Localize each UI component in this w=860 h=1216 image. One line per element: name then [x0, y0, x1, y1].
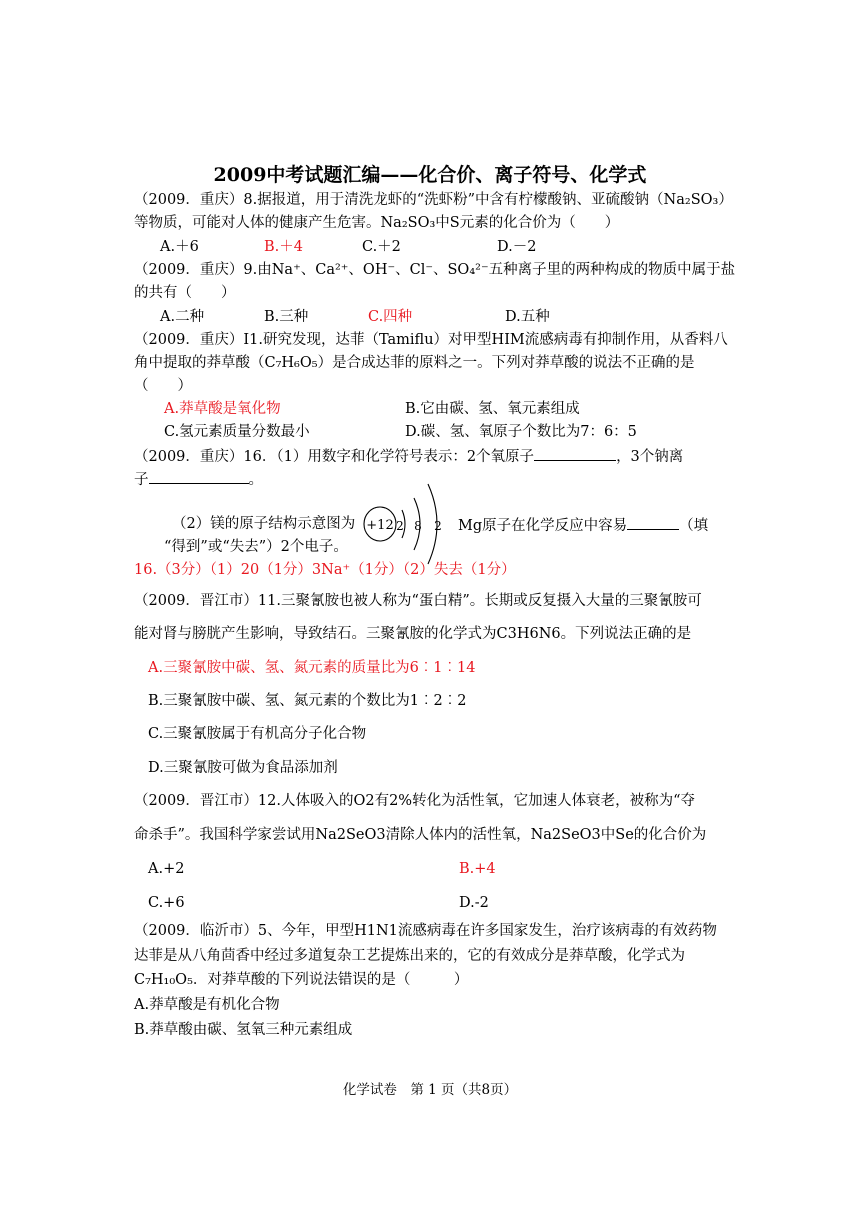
q6-option-d: D.-2	[459, 895, 489, 911]
q3-option-b: B.它由碳、氢、氧元素组成	[405, 401, 580, 417]
q3-stem-line2: 角中提取的莽草酸（C₇H₆O₅）是合成达菲的原料之一。下列对莽草酸的说法不正确的是	[134, 355, 695, 371]
q5-stem-line2: 能对肾与膀胱产生影响，导致结石。三聚氰胺的化学式为C3H6N6。下列说法正确的是	[134, 626, 692, 642]
page-title: 2009中考试题汇编——化合价、离子符号、化学式	[213, 164, 647, 186]
q3-stem-line3: （ ）	[134, 378, 192, 394]
q3-stem-line1: （2009．重庆）I1.研究发现，达菲（Tamiflu）对甲型HIM流感病毒有抑制作用，从香料八	[134, 332, 728, 348]
q4-answer: 16.（3分）（1）20（1分）3Na⁺（1分）（2）失去（1分）	[134, 562, 516, 578]
q7-stem-line1: （2009．临沂市）5、今年，甲型H1N1流感病毒在许多国家发生，治疗该病毒的有效药物	[134, 923, 717, 939]
q6-option-b: B.+4	[459, 861, 496, 877]
q6-option-a: A.+2	[148, 861, 185, 877]
q1-option-d: D.－2	[497, 239, 537, 255]
q4-part2-fill-hint: （填	[679, 518, 709, 534]
q2-stem-line1: （2009．重庆）9.由Na⁺、Ca²⁺、OH⁻、Cl⁻、SO₄²⁻五种离子里的两种构成的物质中属于盐	[134, 262, 736, 278]
q1-option-a: A.＋6	[160, 239, 199, 255]
q4-part2-line	[458, 514, 708, 536]
q4-line2	[134, 468, 263, 490]
q5-option-d: D.三聚氰胺可做为食品添加剂	[148, 760, 338, 776]
q4-part2-mg-prompt: Mg原子在化学反应中容易	[458, 518, 628, 534]
q4-part2-prompt: （2）镁的原子结构示意图为	[172, 516, 356, 532]
q3-option-a: A.莽草酸是氧化物	[164, 401, 281, 417]
page-footer: 化学试卷 第 1 页（共8页）	[342, 1082, 518, 1098]
q5-option-a: A.三聚氰胺中碳、氢、氮元素的质量比为6︰1︰14	[148, 660, 476, 676]
q4-blank-oxygen-atoms	[534, 445, 616, 461]
q2-option-b: B.三种	[264, 309, 309, 325]
q3-option-c: C.氢元素质量分数最小	[164, 424, 310, 440]
q4-prompt-oxygen: （2009．重庆）16．（1）用数字和化学符号表示：2个氧原子	[134, 449, 535, 465]
q6-stem-line2: 命杀手”。我国科学家尝试用Na2SeO3清除人体内的活性氧，Na2SeO3中Se的化合价为	[134, 827, 707, 843]
shell-1-count: 2	[396, 519, 404, 533]
q4-line2-end: 。	[248, 472, 263, 488]
nucleus-charge: +12	[366, 518, 394, 533]
q1-option-b: B.＋4	[264, 239, 303, 255]
q1-stem-line2: 等物质，可能对人体的健康产生危害。Na₂SO₃中S元素的化合价为（ ）	[134, 215, 620, 231]
q5-option-c: C.三聚氰胺属于有机高分子化合物	[148, 726, 367, 742]
q6-stem-line1: （2009．晋江市）12.人体吸入的O2有2%转化为活性氧，它加速人体衰老，被称为“夺	[134, 793, 695, 809]
q7-stem-line2: 达菲是从八角茴香中经过多道复杂工艺提炼出来的，它的有效成分是莽草酸，化学式为	[134, 948, 685, 964]
q2-option-a: A.二种	[160, 309, 205, 325]
q1-stem-line1: （2009．重庆）8.据报道，用于清洗龙虾的“洗虾粉”中含有柠檬酸钠、亚硫酸钠（Na₂SO₃）	[134, 192, 733, 208]
q2-option-d: D.五种	[505, 309, 550, 325]
q7-option-a: A.莽草酸是有机化合物	[134, 997, 280, 1013]
q2-stem-line2: 的共有（ ）	[134, 285, 236, 301]
q4-prompt-ion: 子	[134, 472, 149, 488]
q5-option-b: B.三聚氰胺中碳、氢、氮元素的个数比为1︰2︰2	[148, 693, 467, 709]
q1-option-c: C.＋2	[362, 239, 401, 255]
q4-line1	[134, 445, 683, 467]
shell-3-count: 2	[434, 519, 442, 533]
shell-2-count: 8	[414, 519, 422, 533]
q7-option-b: B.莽草酸由碳、氢氧三种元素组成	[134, 1022, 353, 1038]
q4-blank-sodium-ions	[149, 468, 249, 484]
q4-blank-gain-lose	[627, 514, 679, 530]
q4-part2-line2: “得到”或“失去”）2个电子。	[164, 539, 348, 555]
q3-option-d: D.碳、氢、氧原子个数比为7：6：5	[405, 424, 637, 440]
q5-stem-line1: （2009．晋江市）11.三聚氰胺也被人称为“蛋白精”。长期或反复摄入大量的三聚氰胺可	[134, 593, 702, 609]
q6-option-c: C.+6	[148, 895, 185, 911]
q4-prompt-sodium: ，3个钠离	[616, 449, 684, 465]
q7-stem-line3: C₇H₁₀O₅．对莽草酸的下列说法错误的是（ ）	[134, 972, 469, 988]
q2-option-c: C.四种	[368, 309, 413, 325]
